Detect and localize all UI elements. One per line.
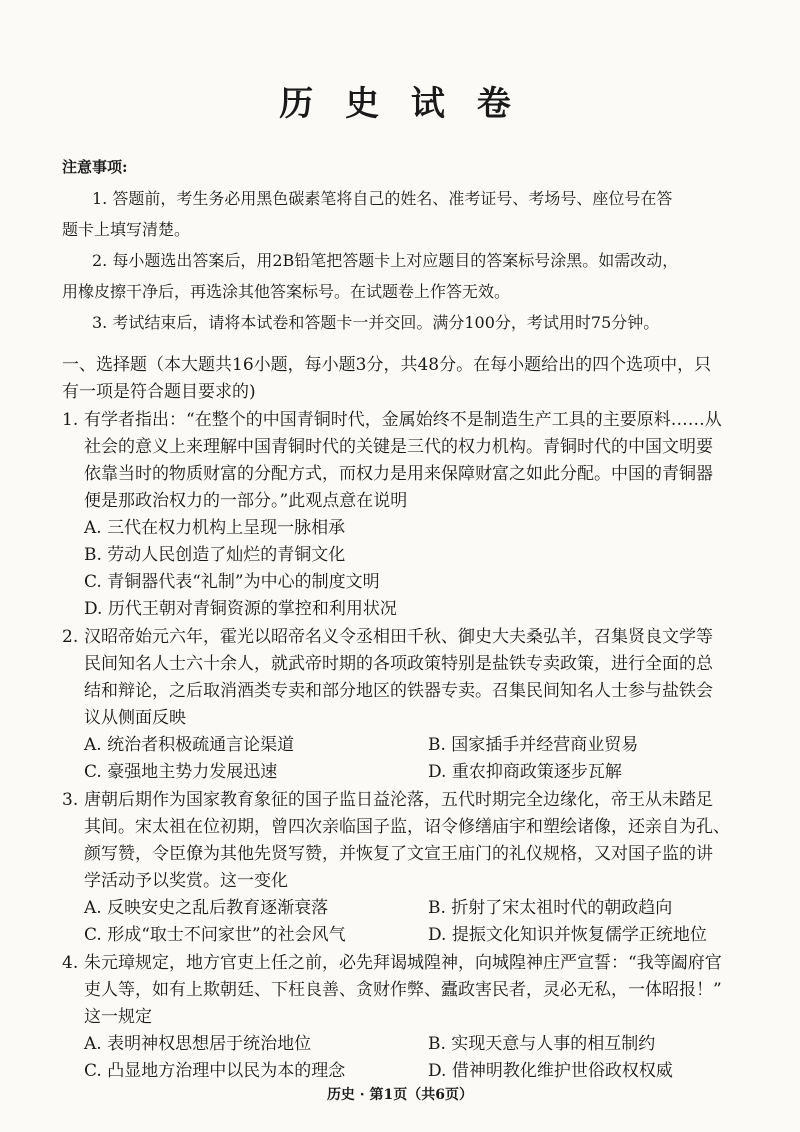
section-instructions-cont: 有一项是符合题目要求的) [62,382,256,402]
question-line: 结和辩论，之后取消酒类专卖和部分地区的铁器专卖。召集民间知名人士参与盐铁会 [84,681,713,701]
option-c: C. 豪强地主势力发展迅速 [84,762,278,782]
question-line: 社会的意义上来理解中国青铜时代的关键是三代的权力机构。青铜时代的中国文明要 [84,437,713,457]
option-d: D. 提振文化知识并恢复儒学正统地位 [428,925,707,945]
question-number: 1. [62,410,79,430]
page-title: 历 史 试 卷 [279,84,521,124]
question-line: 依靠当时的物质财富的分配方式，而权力是用来保障财富之如此分配。中国的青铜器 [84,464,713,484]
notice-block [62,152,774,338]
question-number: 4. [62,953,79,973]
question-number: 3. [62,790,79,810]
option-b: B. 实现天意与人事的相互制约 [428,1034,656,1054]
option-b: B. 国家插手并经营商业贸易 [428,735,639,755]
notice-item-2: 2. 每小题选出答案后，用2B铅笔把答题卡上对应题目的答案标号涂黑。如需改动， [92,251,679,270]
question-line: 便是那政治权力的一部分。”此观点意在说明 [84,491,408,511]
question-4 [62,950,772,1085]
question-line: 民间知名人士六十余人，就武帝时期的各项政策特别是盐铁专卖政策，进行全面的总 [84,654,713,674]
question-number: 2. [62,627,79,647]
notice-heading: 注意事项: [62,158,128,176]
page-footer: 历史 · 第1页（共6页） [326,1087,474,1103]
question-line: 吏人等，如有上欺朝廷、下枉良善、贪财作弊、蠹政害民者，灵必无私，一体昭报！” [84,980,722,1000]
choice-section [62,352,772,1085]
question-1 [62,407,772,623]
question-line: 颜写赞，令臣僚为其他先贤写赞，并恢复了文宣王庙门的礼仪规格，又对国子监的讲 [84,844,713,864]
notice-item-1: 1. 答题前，考生务必用黑色碳素笔将自己的姓名、准考证号、考场号、座位号在答 [92,189,673,208]
notice-item-3: 3. 考试结束后，请将本试卷和答题卡一并交回。满分100分，考试用时75分钟。 [92,313,660,332]
option-d: D. 重农抑商政策逐步瓦解 [428,762,622,782]
question-line: 议从侧面反映 [84,708,186,728]
option-a: A. 统治者积极疏通言论渠道 [84,735,295,755]
question-line: 唐朝后期作为国家教育象征的国子监日益沦落，五代时期完全边缘化，帝王从未踏足 [84,790,713,810]
option-a: A. 反映安史之乱后教育逐渐衰落 [84,898,329,918]
section-instructions: 一、选择题（本大题共16小题，每小题3分，共48分。在每小题给出的四个选项中，只 [62,355,712,375]
question-line: 有学者指出：“在整个的中国青铜时代，金属始终不是制造生产工具的主要原料……从 [84,410,722,430]
option-a: A. 表明神权思想居于统治地位 [84,1034,312,1054]
option-c: C. 凸显地方治理中以民为本的理念 [84,1061,346,1081]
option-b: B. 折射了宋太祖时代的朝政趋向 [428,898,673,918]
question-2 [62,624,772,786]
option-c: C. 形成“取士不问家世”的社会风气 [84,925,346,945]
notice-item-2-cont: 用橡皮擦干净后，再选涂其他答案标号。在试题卷上作答无效。 [62,282,511,301]
option-a: A. 三代在权力机构上呈现一脉相承 [84,518,346,538]
question-line: 朱元璋规定，地方官吏上任之前，必先拜谒城隍神，向城隍神庄严宣誓：“我等阖府官 [84,953,722,973]
question-line: 其间。宋太祖在位初期，曾四次亲临国子监，诏令修缮庙宇和塑绘诸像，还亲自为孔、 [84,817,730,837]
question-3 [62,787,772,949]
option-b: B. 劳动人民创造了灿烂的青铜文化 [84,545,346,565]
option-d: D. 借神明教化维护世俗政权权威 [428,1061,673,1081]
question-line: 学活动予以奖赏。这一变化 [84,871,288,891]
question-line: 汉昭帝始元六年，霍光以昭帝名义令丞相田千秋、御史大夫桑弘羊，召集贤良文学等 [84,627,713,647]
option-d: D. 历代王朝对青铜资源的掌控和利用状况 [84,599,397,619]
notice-item-1-cont: 题卡上填写清楚。 [62,220,191,239]
option-c: C. 青铜器代表“礼制”为中心的制度文明 [84,572,380,592]
question-line: 这一规定 [84,1007,152,1027]
